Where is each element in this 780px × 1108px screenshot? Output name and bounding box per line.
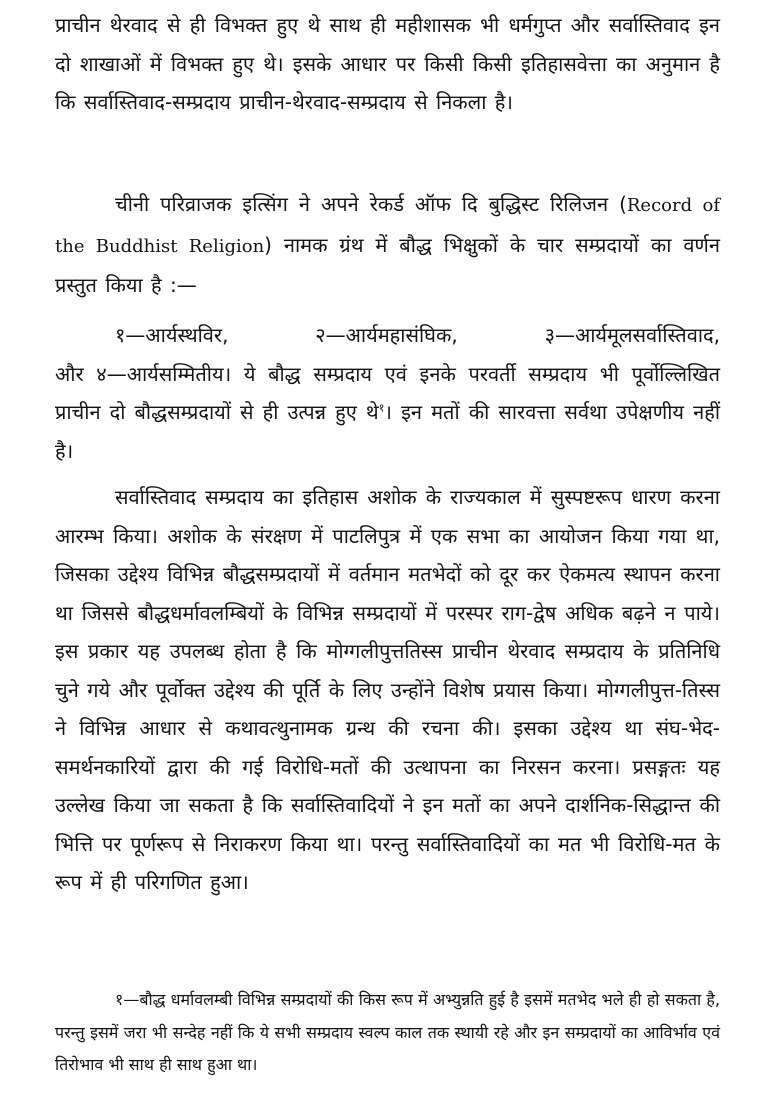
sect-item-1: १—आर्यस्थविर, (115, 323, 229, 347)
footnote-reference-mark: १ (378, 401, 385, 415)
footnote: १—बौद्ध धर्मावलम्बी विभिन्न सम्प्रदायों की किस रूप में अभ्युन्नति हुई है इसमें मतभेद भले ही हो सकता है, परन्तु इसमें जरा भी सन्देह नहीं कि ये सभी सम्प्रदाय स्वल्प काल तक स्थायी रहे और इन सम्प्रदायों का आविर्भाव एवं तिरोभाव भी साथ ही साथ हुआ था। (55, 990, 720, 1074)
paragraph-four-sects (55, 316, 720, 470)
itsing-text-after: ) नामक ग्रंथ में बौद्ध भिक्षुकों के चार सम्प्रदायों का वर्णन प्रस्तुत किया है :— (55, 232, 720, 297)
itsing-text-before: चीनी परिव्राजक इत्सिंग ने अपने रेकर्ड ऑफ दि बुद्धिस्ट रिलिजन ( (115, 192, 627, 216)
sect-text-after-mark: । इन मतों की सारवत्ता सर्वथा उपेक्षणीय नहीं है। (55, 400, 720, 463)
paragraph-itsing-record (55, 185, 720, 305)
book-title-english: Record of the Buddhist Religion (55, 195, 720, 257)
sect-list-line (55, 316, 720, 355)
sect-continuation (55, 355, 720, 471)
sect-text-before-mark: और ४—आर्यसम्मितीय। ये बौद्ध सम्प्रदाय एवं इनके परवर्ती सम्प्रदाय भी पूर्वोल्लिखित प्राचीन दो बौद्धसम्प्रदायों से ही उत्पन्न हुए थे (55, 361, 720, 424)
sect-item-2: २—आर्यमहासंघिक, (315, 323, 458, 347)
sect-item-3: ३—आर्यमूलसर्वास्तिवाद, (544, 323, 720, 347)
paragraph-sarvastivada-history: सर्वास्तिवाद सम्प्रदाय का इतिहास अशोक के राज्यकाल में सुस्पष्टरूप धारण करना आरम्भ किया। अशोक के संरक्षण में पाटलिपुत्र में एक सभा का आयोजन किया गया था, जिसका उद्देश्य विभिन्न बौद्धसम्प्रदायों में वर्तमान मतभेदों को दूर कर ऐकमत्य स्थापन करना था जिससे बौद्धधर्मावलम्बियों के विभिन्न सम्प्रदायों में परस्पर राग-द्वेष अधिक बढ़ने न पाये। इस प्रकार यह उपलब्ध होता है कि मोग्गलीपुत्ततिस्स प्राचीन थेरवाद सम्प्रदाय के प्रतिनिधि चुने गये और पूर्वोक्त उद्देश्य की पूर्ति के लिए उन्होंने विशेष प्रयास किया। मोग्गलीपुत्त-तिस्स ने विभिन्न आधार से कथावत्थुनामक ग्रन्थ की रचना की। इसका उद्देश्य था संघ-भेद-समर्थनकारियों द्वारा की गई विरोधि-मतों की उत्थापना का निरसन करना। प्रसङ्गतः यह उल्लेख किया जा सकता है कि सर्वास्तिवादियों ने इन मतों का अपने दार्शनिक-सिद्धान्त की भित्ति पर पूर्णरूप से निराकरण किया था। परन्तु सर्वास्तिवादियों का मत भी विरोधि-मत के रूप में ही परिगणित हुआ। (55, 485, 720, 894)
paragraph-sect-origin: प्राचीन थेरवाद से ही विभक्त हुए थे साथ ही महीशासक भी धर्मगुप्त और सर्वास्तिवाद इन दो शाखाओं में विभक्त हुए थे। इसके आधार पर किसी किसी इतिहासवेत्ता का अनुमान है कि सर्वास्तिवाद-सम्प्रदाय प्राचीन-थेरवाद-सम्प्रदाय से निकला है। (55, 13, 720, 114)
